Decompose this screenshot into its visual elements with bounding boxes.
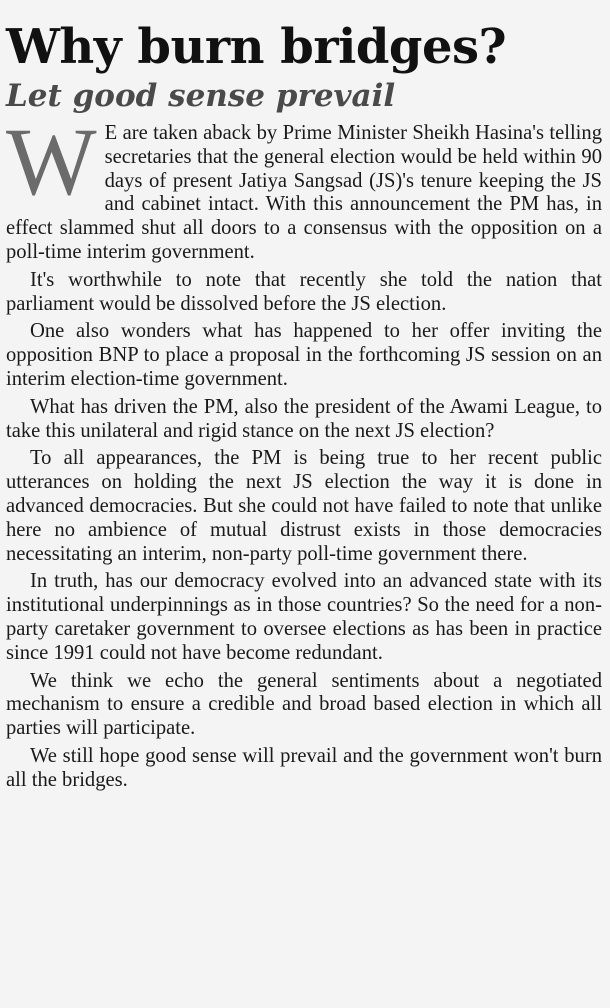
- paragraph-5: To all appearances, the PM is being true to her recent public utterances on holding the next JS election the way it is done in advanced democracies. But she could not have failed to note that unlike here no ambience of mutual distrust exists in those democracies necessitating an interim, non-party poll-time government there.: [6, 447, 602, 565]
- paragraph-4: What has driven the PM, also the president of the Awami League, to take this unilateral and rigid stance on the next JS election?: [6, 395, 602, 442]
- paragraph-2: It's worthwhile to note that recently she told the nation that parliament would be dissolved before the JS election.: [6, 268, 602, 315]
- paragraph-1: [6, 108, 602, 265]
- subheadline: Let good sense prevail: [6, 78, 396, 114]
- drop-cap: W: [6, 108, 97, 215]
- paragraph-6: In truth, has our democracy evolved into an advanced state with its institutional underpinnings as in those countries? So the need for a non-party caretaker government to oversee elections as has been in practice since 1991 could not have become redundant.: [6, 570, 602, 664]
- paragraph-1-text: E are taken aback by Prime Minister Sheikh Hasina's telling secretaries that the general election would be held within 90 days of present Jatiya Sangsad (JS)'s tenure keeping the JS and cabinet intact. With this announcement the PM has, in effect slammed shut all doors to a consensus with the opposition on a poll-time interim government.: [6, 122, 602, 263]
- paragraph-8: We still hope good sense will prevail and the government won't burn all the bridges.: [6, 744, 602, 791]
- paragraph-7: We think we echo the general sentiments about a negotiated mechanism to ensure a credible and broad based election in which all parties will participate.: [6, 669, 602, 740]
- headline: Why burn bridges?: [6, 19, 507, 75]
- paragraph-3: One also wonders what has happened to her offer inviting the opposition BNP to place a proposal in the forthcoming JS session on an interim election-time government.: [6, 320, 602, 390]
- article-body: [6, 108, 602, 793]
